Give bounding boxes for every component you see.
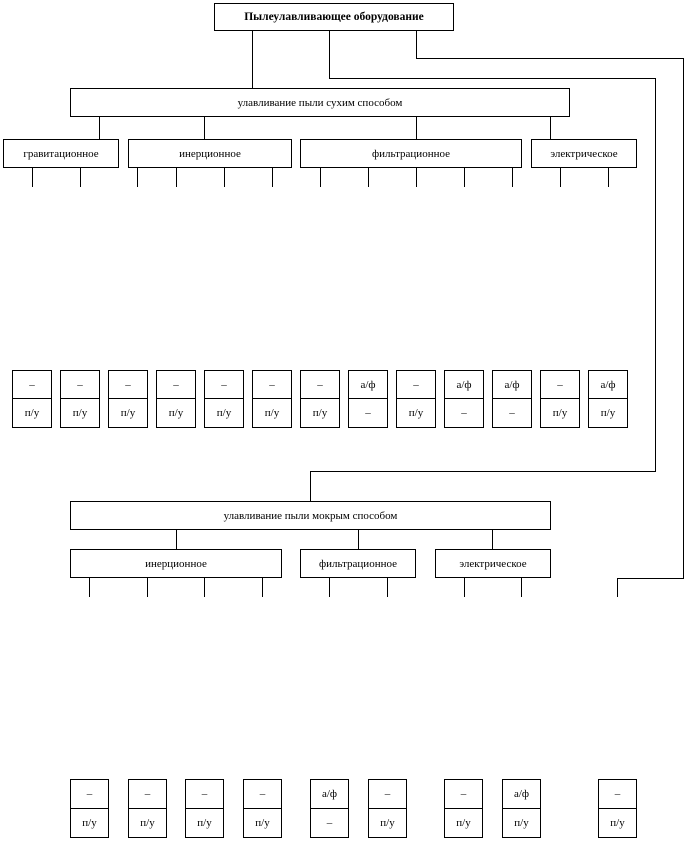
connector-line (329, 78, 656, 79)
stub-line (137, 168, 138, 187)
cell-bottom-value: п/у (552, 407, 568, 419)
cell-bottom-value: п/у (168, 407, 184, 419)
dry-cell (108, 370, 148, 428)
wet-method-box: улавливание пыли мокрым способом (70, 501, 551, 530)
stub-line (329, 578, 330, 597)
other-cell (598, 779, 637, 838)
wet-category-inertial: инерционное (70, 549, 282, 578)
cell-bottom-value: п/у (312, 407, 328, 419)
cell-bottom-value: – (365, 407, 371, 419)
wet-cell (128, 779, 167, 838)
stub-line (176, 168, 177, 187)
dry-cell (12, 370, 52, 428)
dry-cell (396, 370, 436, 428)
cell-bottom-value: п/у (82, 816, 97, 829)
cell-top-value: – (541, 371, 579, 399)
cell-bottom-value: п/у (24, 407, 40, 419)
dry-cell (444, 370, 484, 428)
stub-line (521, 578, 522, 597)
connector-line (416, 58, 684, 59)
cell-bottom-value: – (509, 407, 515, 419)
dry-cell (348, 370, 388, 428)
cell-bottom-value: п/у (610, 816, 625, 829)
connector-line (99, 117, 100, 139)
cell-top-value: – (397, 371, 435, 399)
connector-line (416, 31, 417, 58)
stub-line (608, 168, 609, 187)
stub-line (464, 168, 465, 187)
wet-category-electric: электрическое (435, 549, 551, 578)
cell-top-value: а/ф (493, 371, 531, 399)
cell-top-value: – (13, 371, 51, 399)
cell-bottom-value: п/у (197, 816, 212, 829)
stub-line (80, 168, 81, 187)
cell-bottom-value: п/у (140, 816, 155, 829)
stub-line (464, 578, 465, 597)
wet-cell (243, 779, 282, 838)
dry-cell (540, 370, 580, 428)
cell-bottom-value: п/у (600, 407, 616, 419)
dry-cell (588, 370, 628, 428)
dry-category-filtration: фильтрационное (300, 139, 522, 168)
cell-top-value: – (244, 780, 281, 809)
cell-top-value: – (599, 780, 636, 809)
cell-top-value: – (157, 371, 195, 399)
cell-bottom-value: п/у (264, 407, 280, 419)
wet-cell (185, 779, 224, 838)
stub-line (224, 168, 225, 187)
connector-line (617, 578, 618, 597)
dry-cell (60, 370, 100, 428)
connector-line (416, 117, 417, 139)
stub-line (272, 168, 273, 187)
wet-cell (502, 779, 541, 838)
cell-bottom-value: – (461, 407, 467, 419)
cell-bottom-value: п/у (72, 407, 88, 419)
stub-line (147, 578, 148, 597)
stub-line (89, 578, 90, 597)
cell-top-value: – (109, 371, 147, 399)
stub-line (320, 168, 321, 187)
connector-line (252, 31, 253, 88)
cell-top-value: – (186, 780, 223, 809)
stub-line (416, 168, 417, 187)
connector-line (358, 530, 359, 549)
stub-line (387, 578, 388, 597)
dry-cell (156, 370, 196, 428)
dry-cell (252, 370, 292, 428)
cell-bottom-value: п/у (456, 816, 471, 829)
cell-top-value: – (301, 371, 339, 399)
cell-top-value: – (253, 371, 291, 399)
connector-line (176, 530, 177, 549)
wet-cell (70, 779, 109, 838)
wet-cell (368, 779, 407, 838)
cell-top-value: а/ф (589, 371, 627, 399)
cell-top-value: а/ф (445, 371, 483, 399)
stub-line (368, 168, 369, 187)
dry-cell (204, 370, 244, 428)
cell-top-value: а/ф (349, 371, 387, 399)
wet-cell (310, 779, 349, 838)
cell-top-value: а/ф (311, 780, 348, 809)
cell-top-value: – (445, 780, 482, 809)
cell-top-value: – (369, 780, 406, 809)
connector-line (550, 117, 551, 139)
cell-bottom-value: п/у (514, 816, 529, 829)
wet-cell (444, 779, 483, 838)
connector-line (204, 117, 205, 139)
cell-bottom-value: п/у (120, 407, 136, 419)
dry-cell (300, 370, 340, 428)
connector-line (310, 471, 311, 501)
cell-bottom-value: п/у (380, 816, 395, 829)
dry-cell (492, 370, 532, 428)
cell-top-value: а/ф (503, 780, 540, 809)
stub-line (512, 168, 513, 187)
cell-top-value: – (129, 780, 166, 809)
cell-bottom-value: – (326, 816, 333, 829)
connector-line (492, 530, 493, 549)
connector-line (655, 78, 656, 471)
connector-line (617, 578, 684, 579)
stub-line (560, 168, 561, 187)
wet-category-filtration: фильтрационное (300, 549, 416, 578)
connector-line (683, 58, 684, 578)
dry-category-gravitational: гравитационное (3, 139, 119, 168)
cell-bottom-value: п/у (408, 407, 424, 419)
cell-top-value: – (205, 371, 243, 399)
root-box: Пылеулавливающее оборудование (214, 3, 454, 31)
cell-bottom-value: п/у (216, 407, 232, 419)
dry-category-inertial: инерционное (128, 139, 292, 168)
dry-method-box: улавливание пыли сухим способом (70, 88, 570, 117)
stub-line (204, 578, 205, 597)
stub-line (262, 578, 263, 597)
cell-bottom-value: п/у (255, 816, 270, 829)
connector-line (329, 31, 330, 79)
connector-line (310, 471, 656, 472)
cell-top-value: – (71, 780, 108, 809)
stub-line (32, 168, 33, 187)
cell-top-value: – (61, 371, 99, 399)
dry-category-electric: электрическое (531, 139, 637, 168)
